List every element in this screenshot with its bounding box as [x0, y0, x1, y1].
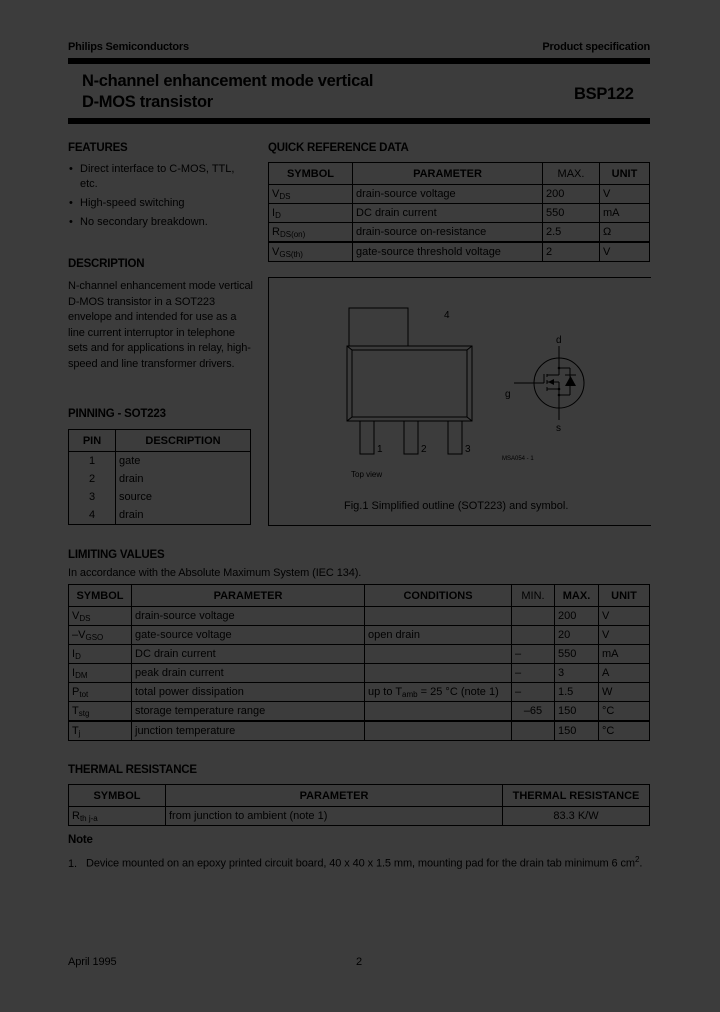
table-row	[69, 645, 650, 664]
table-row	[269, 223, 650, 243]
pin-label-3: 3	[465, 444, 471, 455]
parameter-cell: DC drain current	[132, 645, 365, 664]
table-row	[69, 488, 251, 506]
note-text: Device mounted on an epoxy printed circuit board, 40 x 40 x 1.5 mm, mounting pad for the drain tab minimum 6 cm	[86, 857, 635, 870]
symbol-subscript: tot	[79, 689, 89, 699]
conditions-cell	[365, 702, 512, 722]
parameter-cell: drain-source on-resistance	[353, 223, 543, 243]
header-rule-top	[68, 58, 650, 64]
note-end: .	[639, 857, 643, 870]
unit-cell: A	[599, 664, 650, 683]
limiting-values-heading: LIMITING VALUES	[68, 549, 165, 561]
pin-description: source	[116, 488, 251, 506]
symbol-subscript: stg	[78, 708, 90, 718]
value-cell: 83.3 K/W	[503, 807, 650, 826]
parameter-cell: gate-source voltage	[132, 626, 365, 645]
figure-box	[268, 277, 651, 526]
symbol-cell	[69, 664, 132, 683]
unit-cell: V	[599, 626, 650, 645]
pin-description: drain	[116, 470, 251, 488]
thermal-resistance-heading: THERMAL RESISTANCE	[68, 764, 197, 776]
note-heading: Note	[68, 834, 93, 846]
features-list	[69, 162, 249, 234]
max-cell: 200	[543, 185, 600, 204]
pin-number: 3	[69, 488, 116, 506]
pinning-table	[68, 429, 251, 525]
unit-cell: Ω	[600, 223, 650, 243]
parameter-cell: junction temperature	[132, 721, 365, 741]
symbol-subscript: j	[78, 728, 81, 738]
note-superscript: 2	[634, 855, 640, 864]
max-cell: 150	[555, 721, 599, 741]
col-symbol: SYMBOL	[269, 163, 353, 185]
min-cell: –	[512, 664, 555, 683]
table-row	[269, 185, 650, 204]
col-thermal-resistance: THERMAL RESISTANCE	[503, 785, 650, 807]
gate-label: g	[505, 389, 511, 400]
min-cell	[512, 721, 555, 741]
symbol-subscript: DS(on)	[279, 229, 306, 239]
parameter-cell: from junction to ambient (note 1)	[166, 807, 503, 826]
symbol-cell	[269, 223, 353, 243]
header-rule-bottom	[68, 118, 650, 124]
col-conditions: CONDITIONS	[365, 585, 512, 607]
table-row	[69, 470, 251, 488]
symbol: –V	[72, 628, 86, 641]
title-line-1: N-channel enhancement mode vertical	[82, 72, 374, 90]
min-cell	[512, 607, 555, 626]
limiting-values-table	[68, 584, 650, 741]
table-row	[69, 506, 251, 525]
feature-item: • High-speed switching	[69, 196, 249, 211]
pin-description: drain	[116, 506, 251, 525]
limiting-values-intro: In accordance with the Absolute Maximum System (IEC 134).	[68, 567, 362, 579]
description-heading: DESCRIPTION	[68, 258, 145, 270]
drain-label: d	[556, 335, 562, 346]
unit-cell: °C	[599, 721, 650, 741]
tab-pin-4	[349, 308, 408, 346]
conditions-cell	[365, 721, 512, 741]
channel-arrow	[548, 379, 554, 385]
table-row	[69, 807, 650, 826]
unit-cell: mA	[600, 204, 650, 223]
table-row	[69, 721, 650, 741]
table-row	[69, 683, 650, 702]
footer-date: April 1995	[68, 956, 117, 968]
min-cell	[512, 626, 555, 645]
parameter-cell: peak drain current	[132, 664, 365, 683]
figure-caption: Fig.1 Simplified outline (SOT223) and symbol.	[344, 500, 569, 512]
parameter-cell: total power dissipation	[132, 683, 365, 702]
parameter-cell: storage temperature range	[132, 702, 365, 722]
col-min: MIN.	[512, 585, 555, 607]
table-row	[269, 204, 650, 223]
symbol-subscript: th j-a	[79, 813, 98, 823]
symbol-cell	[69, 607, 132, 626]
table-header-row	[69, 430, 251, 452]
sot223-outline-and-symbol-figure	[269, 278, 651, 525]
conditions-cell	[365, 664, 512, 683]
feature-item: • Direct interface to C-MOS, TTL, etc.	[69, 162, 249, 192]
symbol-cell	[69, 721, 132, 741]
symbol-cell	[69, 807, 166, 826]
pin-number: 2	[69, 470, 116, 488]
max-cell: 2.5	[543, 223, 600, 243]
pin-number: 4	[69, 506, 116, 525]
page-title	[82, 71, 373, 113]
symbol: I	[72, 647, 76, 660]
symbol-cell	[69, 702, 132, 722]
max-cell: 200	[555, 607, 599, 626]
symbol-subscript: GSO	[85, 632, 104, 642]
title-line-2: D-MOS transistor	[82, 93, 213, 111]
symbol-subscript: D	[275, 210, 281, 220]
symbol: V	[272, 187, 280, 200]
symbol-cell	[69, 645, 132, 664]
max-cell: 2	[543, 242, 600, 262]
symbol: R	[272, 225, 280, 238]
col-parameter: PARAMETER	[353, 163, 543, 185]
col-unit: UNIT	[599, 585, 650, 607]
parameter-cell: drain-source voltage	[132, 607, 365, 626]
pin-description: gate	[116, 452, 251, 471]
pin-label-4: 4	[444, 310, 450, 321]
min-cell: –65	[512, 702, 555, 722]
col-max: MAX.	[555, 585, 599, 607]
note-item	[68, 852, 658, 872]
min-cell: –	[512, 645, 555, 664]
symbol-subscript: GS(th)	[279, 249, 303, 259]
table-row	[269, 242, 650, 262]
unit-cell: V	[600, 242, 650, 262]
unit-cell: V	[600, 185, 650, 204]
symbol-cell	[69, 626, 132, 645]
parameter-cell: drain-source voltage	[353, 185, 543, 204]
symbol: R	[72, 809, 80, 822]
table-row	[69, 607, 650, 626]
symbol: V	[72, 609, 80, 622]
max-cell: 20	[555, 626, 599, 645]
figure-reference-code: MSA054 - 1	[502, 456, 534, 462]
table-row	[69, 664, 650, 683]
company-name: Philips Semiconductors	[68, 41, 189, 53]
symbol-subscript: D	[75, 651, 81, 661]
conditions-cell	[365, 683, 512, 702]
quick-reference-table	[268, 162, 650, 262]
condition-subscript: amb	[402, 689, 418, 699]
pin-label-1: 1	[377, 444, 383, 455]
symbol: I	[72, 666, 76, 679]
unit-cell: V	[599, 607, 650, 626]
col-parameter: PARAMETER	[132, 585, 365, 607]
symbol: T	[72, 704, 79, 717]
note-number: 1.	[68, 857, 77, 870]
col-max: MAX.	[543, 163, 600, 185]
thermal-resistance-table	[68, 784, 650, 826]
table-header-row	[69, 785, 650, 807]
pin-number: 1	[69, 452, 116, 471]
max-cell: 550	[555, 645, 599, 664]
col-unit: UNIT	[600, 163, 650, 185]
symbol: T	[72, 724, 79, 737]
max-cell: 550	[543, 204, 600, 223]
symbol: P	[72, 685, 80, 698]
conditions-cell: open drain	[365, 626, 512, 645]
table-header-row	[69, 585, 650, 607]
max-cell: 3	[555, 664, 599, 683]
symbol-subscript: DS	[79, 613, 91, 623]
min-cell: –	[512, 683, 555, 702]
conditions-cell	[365, 607, 512, 626]
symbol-subscript: DS	[279, 191, 291, 201]
diode-arrow	[565, 376, 576, 386]
symbol-subscript: DM	[75, 670, 88, 680]
table-row	[69, 626, 650, 645]
col-symbol: SYMBOL	[69, 785, 166, 807]
symbol-cell	[269, 204, 353, 223]
top-view-label: Top view	[351, 470, 383, 479]
quick-reference-heading: QUICK REFERENCE DATA	[268, 142, 409, 154]
parameter-cell: DC drain current	[353, 204, 543, 223]
description-text: N-channel enhancement mode vertical D-MOS transistor in a SOT223 envelope and intended for use as a line current interruptor in telephone sets and for applications in relay, high-speed and line transformer drivers.	[68, 280, 253, 370]
unit-cell: °C	[599, 702, 650, 722]
feature-item: • No secondary breakdown.	[69, 215, 249, 230]
symbol: I	[272, 206, 276, 219]
page-number: 2	[356, 956, 363, 968]
max-cell: 1.5	[555, 683, 599, 702]
table-row	[69, 452, 251, 471]
symbol: V	[272, 245, 280, 258]
document-type: Product specification	[542, 41, 650, 53]
col-pin: PIN	[69, 430, 116, 452]
table-row	[69, 702, 650, 722]
col-parameter: PARAMETER	[166, 785, 503, 807]
condition-text: up to T	[368, 685, 403, 698]
symbol-cell	[269, 185, 353, 204]
part-number: BSP122	[574, 85, 634, 103]
max-cell: 150	[555, 702, 599, 722]
source-label: s	[556, 423, 561, 434]
pinning-heading: PINNING - SOT223	[68, 408, 166, 420]
pin-label-2: 2	[421, 444, 427, 455]
conditions-cell	[365, 645, 512, 664]
parameter-cell: gate-source threshold voltage	[353, 242, 543, 262]
condition-text: = 25 °C (note 1)	[417, 685, 499, 698]
col-description: DESCRIPTION	[116, 430, 251, 452]
unit-cell: W	[599, 683, 650, 702]
symbol-cell	[269, 242, 353, 262]
features-heading: FEATURES	[68, 142, 128, 154]
table-header-row	[269, 163, 650, 185]
unit-cell: mA	[599, 645, 650, 664]
symbol-cell	[69, 683, 132, 702]
col-symbol: SYMBOL	[69, 585, 132, 607]
